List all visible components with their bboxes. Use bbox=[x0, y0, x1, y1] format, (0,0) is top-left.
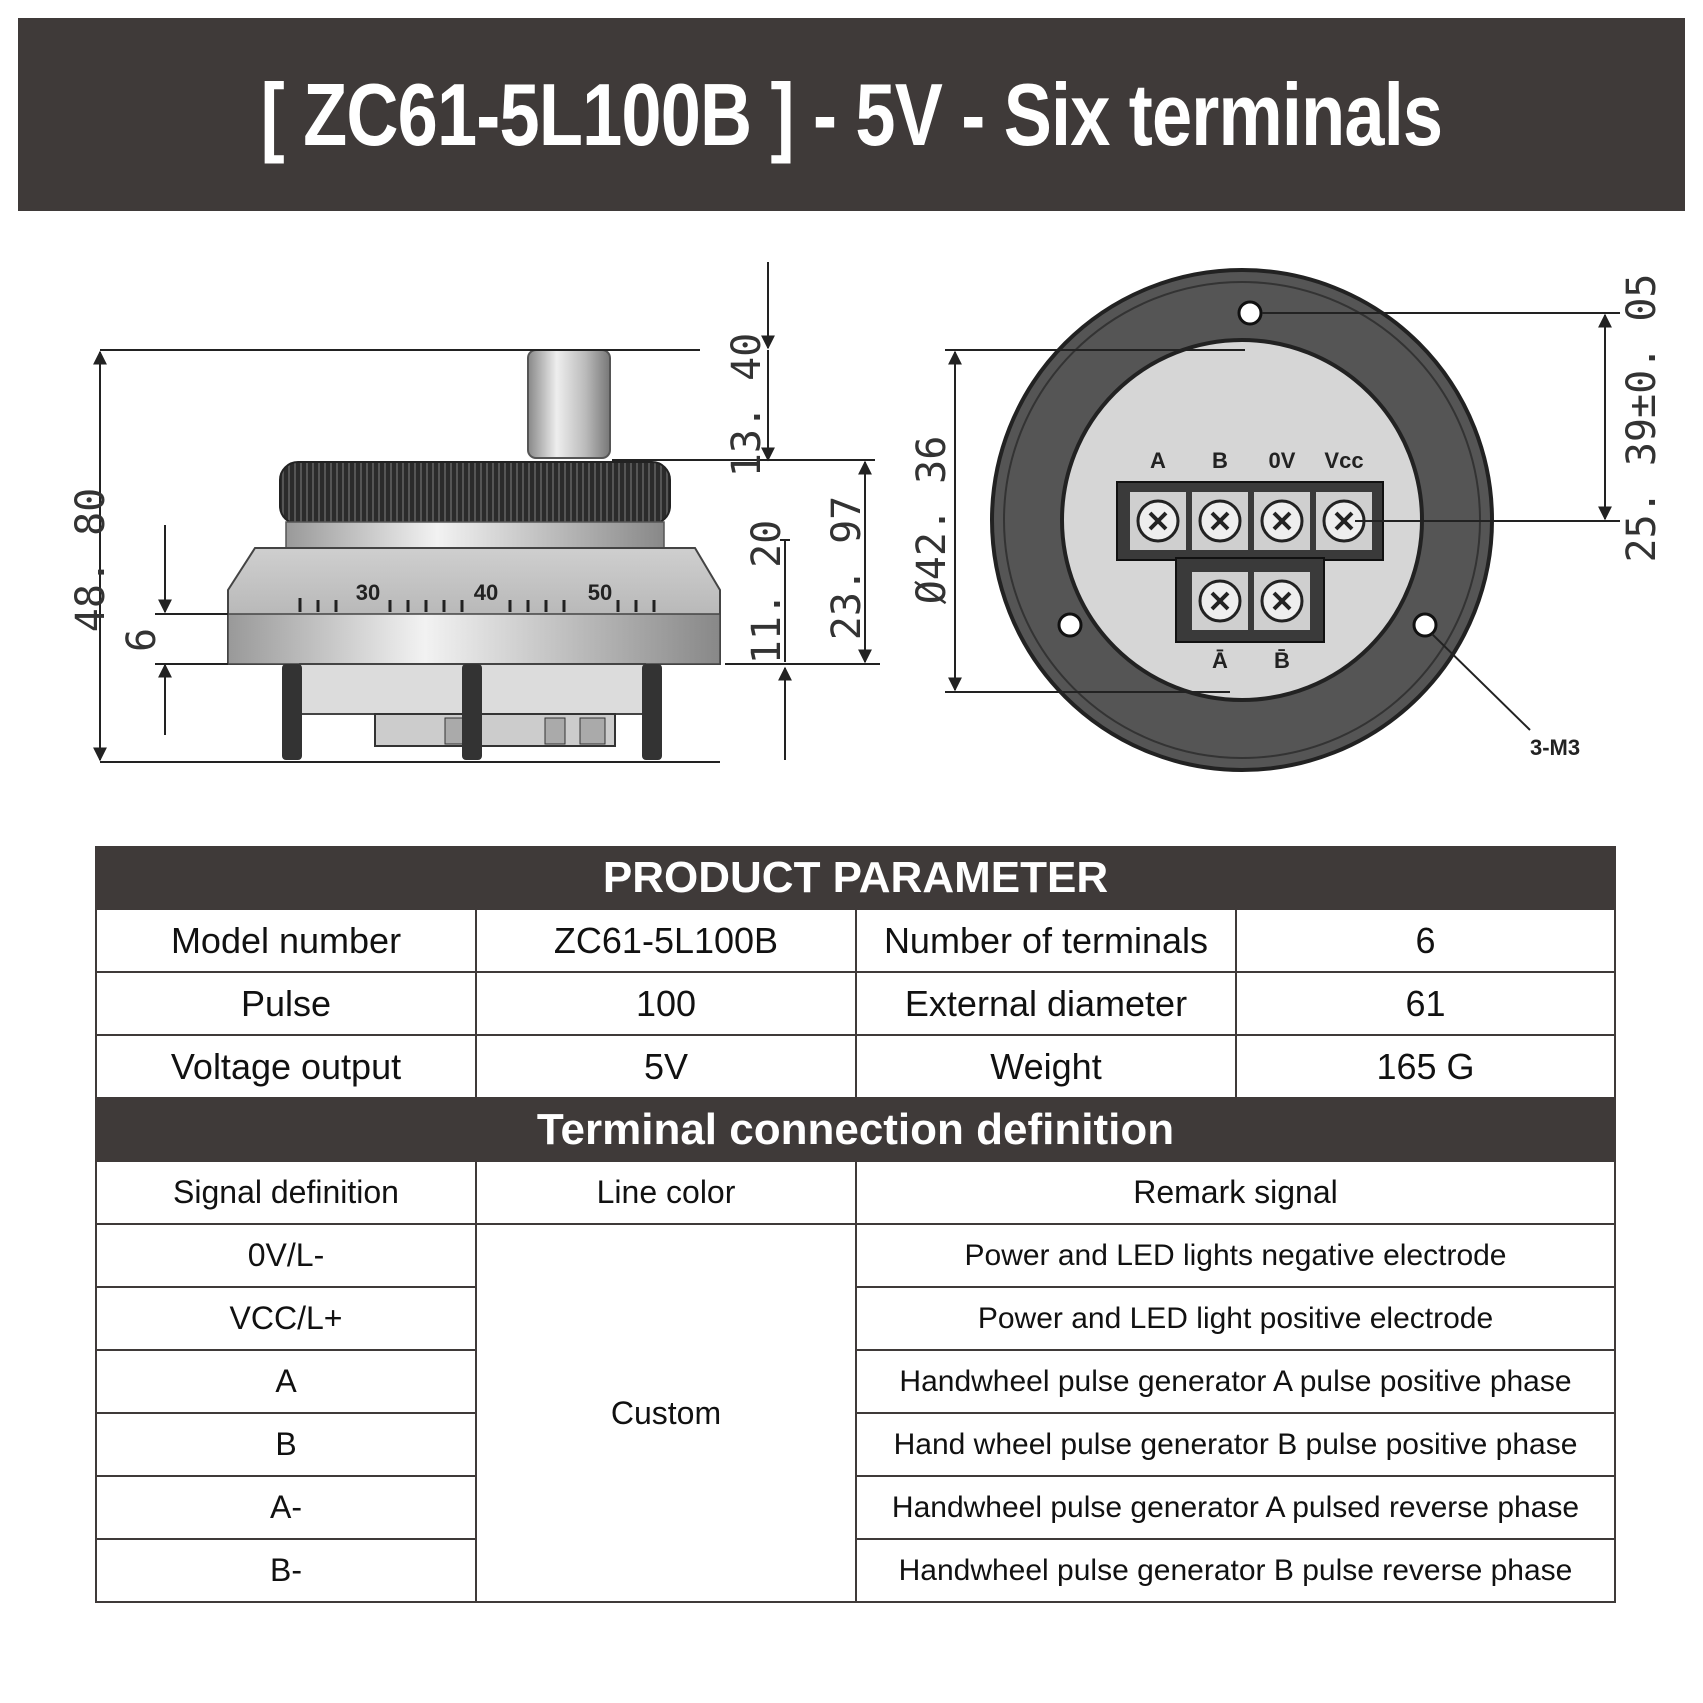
technical-drawing bbox=[0, 230, 1703, 790]
dim-base-height: 11. 20 bbox=[744, 519, 790, 665]
terminal-row bbox=[96, 1476, 1615, 1539]
dim-diameter: Ø42. 36 bbox=[909, 435, 955, 605]
signal-cell: 0V/L- bbox=[96, 1224, 476, 1287]
terminal-label-b: B bbox=[1212, 448, 1228, 473]
dial-mark-50: 50 bbox=[587, 580, 613, 605]
front-view bbox=[909, 270, 1665, 770]
knob-shape bbox=[528, 350, 610, 458]
signal-cell: B- bbox=[96, 1539, 476, 1602]
column-header-signal: Signal definition bbox=[96, 1161, 476, 1224]
knurled-wheel bbox=[280, 462, 670, 524]
line-color-cell: Custom bbox=[476, 1224, 856, 1602]
column-header-remark: Remark signal bbox=[856, 1161, 1615, 1224]
terminal-row bbox=[96, 1224, 1615, 1287]
param-label: External diameter bbox=[856, 972, 1236, 1035]
terminal-definition-header: Terminal connection definition bbox=[96, 1098, 1615, 1161]
param-value: 165 G bbox=[1236, 1035, 1615, 1098]
param-label: Model number bbox=[96, 909, 476, 972]
mount-callout: 3-M3 bbox=[1530, 735, 1581, 760]
dial-mark-30: 30 bbox=[355, 580, 381, 605]
dim-body-height: 23. 97 bbox=[824, 495, 870, 641]
dim-total-height: 48. 80 bbox=[68, 487, 114, 633]
signal-cell: A- bbox=[96, 1476, 476, 1539]
terminal-label-b-bar: B̄ bbox=[1274, 648, 1290, 673]
terminal-row bbox=[96, 1287, 1615, 1350]
param-row bbox=[96, 909, 1615, 972]
param-label: Voltage output bbox=[96, 1035, 476, 1098]
param-value: 61 bbox=[1236, 972, 1615, 1035]
dim-knob-height: 13. 40 bbox=[724, 332, 770, 478]
screw-left bbox=[282, 664, 302, 760]
remark-cell: Handwheel pulse generator A pulsed reverse phase bbox=[856, 1476, 1615, 1539]
remark-cell: Hand wheel pulse generator B pulse positive phase bbox=[856, 1413, 1615, 1476]
terminal-row bbox=[96, 1539, 1615, 1602]
param-value: 5V bbox=[476, 1035, 856, 1098]
param-label: Pulse bbox=[96, 972, 476, 1035]
param-value: 100 bbox=[476, 972, 856, 1035]
terminal-label-0v: 0V bbox=[1268, 448, 1296, 473]
terminal-column-headers bbox=[96, 1161, 1615, 1224]
mount-hole-right bbox=[1414, 614, 1436, 636]
side-view bbox=[68, 262, 880, 762]
signal-cell: A bbox=[96, 1350, 476, 1413]
remark-cell: Handwheel pulse generator B pulse reverse phase bbox=[856, 1539, 1615, 1602]
title-banner bbox=[18, 18, 1685, 211]
dial-mark-40: 40 bbox=[473, 580, 499, 605]
remark-cell: Handwheel pulse generator A pulse positive phase bbox=[856, 1350, 1615, 1413]
terminal-label-vcc: Vcc bbox=[1324, 448, 1364, 473]
column-header-line-color: Line color bbox=[476, 1161, 856, 1224]
param-row bbox=[96, 972, 1615, 1035]
terminal-label-a: A bbox=[1150, 448, 1166, 473]
signal-cell: VCC/L+ bbox=[96, 1287, 476, 1350]
mount-hole-left bbox=[1059, 614, 1081, 636]
product-parameter-header: PRODUCT PARAMETER bbox=[96, 847, 1615, 909]
page-title: [ ZC61-5L100B ] - 5V - Six terminals bbox=[260, 64, 1443, 164]
terminal-row bbox=[96, 1350, 1615, 1413]
param-value: 6 bbox=[1236, 909, 1615, 972]
remark-cell: Power and LED lights negative electrode bbox=[856, 1224, 1615, 1287]
param-row bbox=[96, 1035, 1615, 1098]
param-label: Weight bbox=[856, 1035, 1236, 1098]
terminal-row bbox=[96, 1413, 1615, 1476]
remark-cell: Power and LED light positive electrode bbox=[856, 1287, 1615, 1350]
dim-flange: 6 bbox=[119, 627, 165, 653]
product-parameter-table bbox=[95, 846, 1616, 1603]
signal-cell: B bbox=[96, 1413, 476, 1476]
screw-right bbox=[642, 664, 662, 760]
param-label: Number of terminals bbox=[856, 909, 1236, 972]
screw-center bbox=[462, 664, 482, 760]
param-value: ZC61-5L100B bbox=[476, 909, 856, 972]
terminal-label-a-bar: Ā bbox=[1212, 648, 1228, 673]
mount-hole-top bbox=[1239, 302, 1261, 324]
dim-hole-spacing: 25. 39±0. 05 bbox=[1619, 273, 1665, 563]
